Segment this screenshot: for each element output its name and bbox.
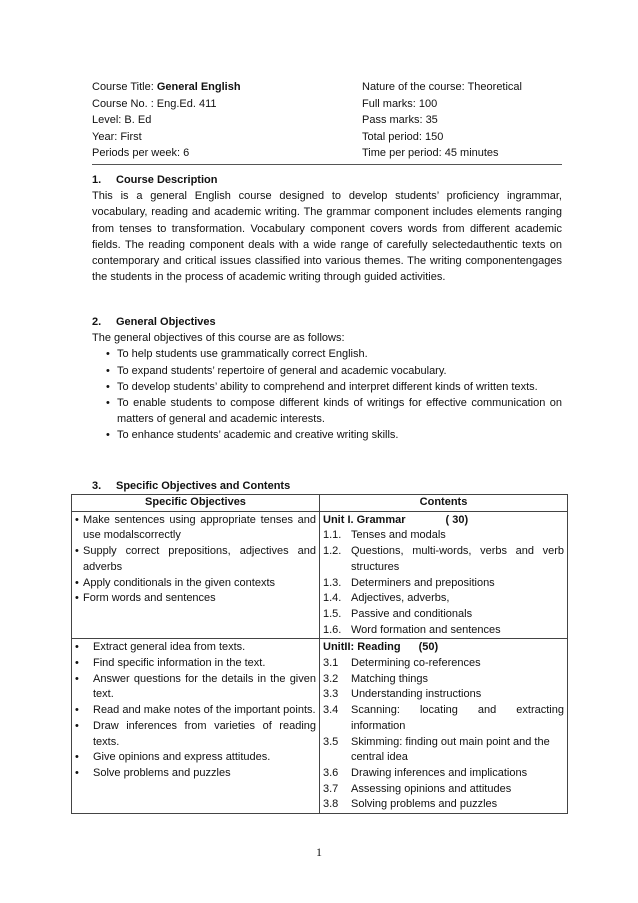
list-item: 3.6 Drawing inferences and implications [323,766,528,779]
list-item: • To enable students to compose different kinds of writings for effective communication on matters of general and academic interests. [106,395,562,427]
list-item: • Give opinions and express attitudes. [75,750,316,766]
course-year: Year: First [92,130,142,143]
total-period: Total period: 150 [362,130,444,143]
general-objectives-intro: The general objectives of this course are as follows: [92,332,345,345]
list-item: 1.1. Tenses and modals [323,529,446,542]
list-item: 1.6. Word formation and sentences [323,623,501,636]
course-header [92,79,562,162]
table-row [72,639,568,814]
list-item: • To develop students’ ability to comprehend and interpret different kinds of written texts. [106,379,562,395]
list-item: • Draw inferences from varieties of reading texts. [75,719,316,750]
list-item: 3.4 Scanning: locating and extracting information [323,704,564,732]
list-item: • Make sentences using appropriate tenses and use modalscorrectly [75,513,316,544]
list-item: 1.2. Questions, multi-words, verbs and verb structures [323,545,564,573]
table-row [72,511,568,639]
list-item: • To expand students’ repertoire of general and academic vocabulary. [106,363,562,379]
time-per-period: Time per period: 45 minutes [362,147,499,160]
general-objectives-list [92,346,562,443]
list-item: • Apply conditionals in the given contexts [75,576,316,592]
list-item: 3.2 Matching things [323,672,429,685]
header-divider [92,164,562,165]
pass-marks: Pass marks: 35 [362,114,438,127]
list-item: • Form words and sentences [75,591,316,607]
table-header-row [72,495,568,512]
list-item: 3.5 Skimming: finding out main point and the central idea [323,735,550,764]
list-item: • Read and make notes of the important points. [75,703,316,719]
course-description-text: This is a general English course designed to develop students’ proficiency ingrammar, vocabulary, reading and academic writing. The grammar component includes elements ranging from tenses to transformation. Vocabulary component covers words from different academic fields. The reading component deals with a wide range of carefully selectedauthentic texts on contemporary and critical issues classified into various themes. The writing componentengages the students in the process of academic writing through guided activities. [92,190,562,284]
full-marks: Full marks: 100 [362,97,438,110]
list-item: • Find specific information in the text. [75,656,316,672]
course-title-value: General English [156,81,241,93]
reading-contents-cell [320,639,568,814]
course-number: Course No. : Eng.Ed. 411 [92,97,217,110]
grammar-objectives-cell [72,511,320,639]
course-description-section [92,172,562,285]
course-title: Course Title: General English [92,81,241,93]
list-item: • To help students use grammatically correct English. [106,346,562,362]
list-item: • Solve problems and puzzles [75,766,316,782]
unit-heading: UnitII: Reading (50) [323,641,439,654]
course-level: Level: B. Ed [92,114,152,127]
section-heading: 3. Specific Objectives and Contents [92,480,291,492]
list-item: 1.4. Adjectives, adverbs, [323,592,450,605]
list-item: 1.5. Passive and conditionals [323,607,473,620]
list-item: 1.3. Determiners and prepositions [323,576,495,589]
grammar-contents-cell [320,511,568,639]
periods-per-week: Periods per week: 6 [92,147,190,160]
list-item: • Extract general idea from texts. [75,640,316,656]
list-item: 3.1 Determining co-references [323,657,481,670]
section-heading: 1. Course Description [92,174,218,186]
reading-objectives-cell [72,639,320,814]
section-heading: 2. General Objectives [92,316,216,328]
unit-heading: Unit I. Grammar ( 30) [323,513,469,526]
list-item: • Supply correct prepositions, adjectives and adverbs [75,544,316,575]
list-item: 3.3 Understanding instructions [323,688,482,701]
list-item: 3.7 Assessing opinions and attitudes [323,782,512,795]
list-item: • Answer questions for the details in the given text. [75,672,316,703]
specific-objectives-section [92,478,562,494]
objectives-contents-table [71,494,568,814]
page-number: 1 [316,845,322,859]
course-nature: Nature of the course: Theoretical [362,81,522,93]
column-header-contents: Contents [320,495,568,512]
column-header-objectives: Specific Objectives [72,495,320,512]
list-item: 3.8 Solving problems and puzzles [323,798,498,811]
list-item: • To enhance students’ academic and creative writing skills. [106,427,562,443]
general-objectives-section [92,314,562,444]
